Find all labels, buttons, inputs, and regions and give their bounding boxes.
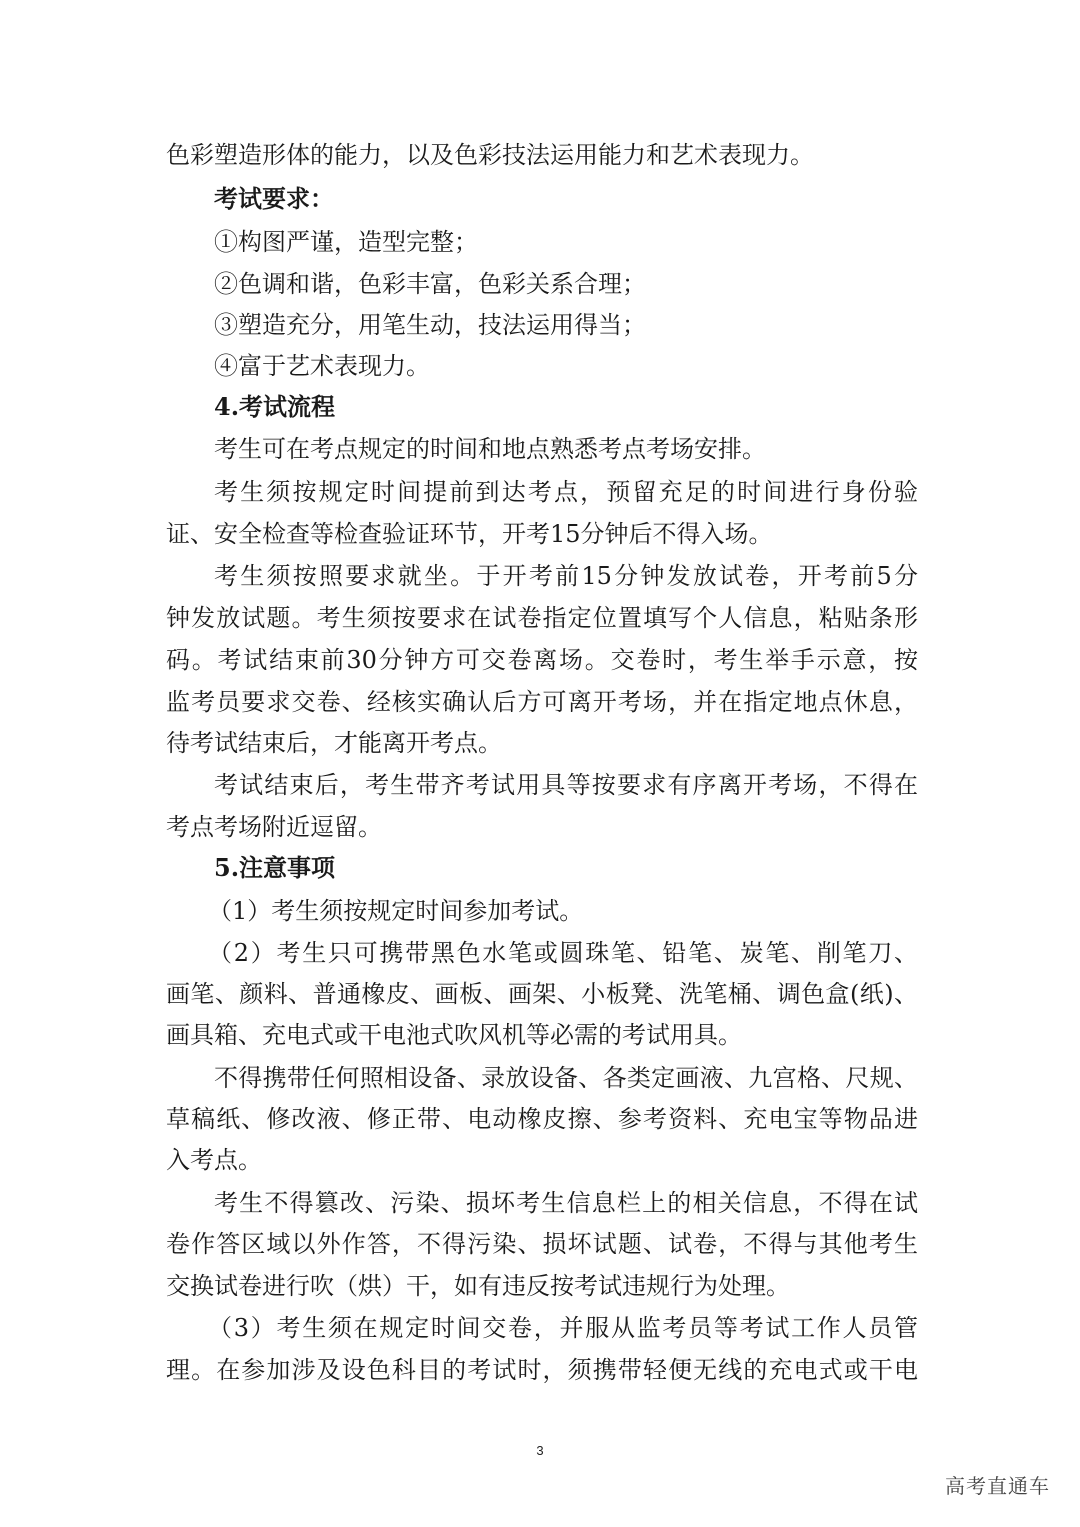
body-line: 码。考试结束前30分钟方可交卷离场。交卷时，考生举手示意，按: [166, 646, 918, 674]
list-item: ①构图严谨，造型完整；: [214, 228, 478, 256]
body-line: 交换试卷进行吹（烘）干，如有违反按考试违规行为处理。: [166, 1272, 790, 1300]
body-line: （3）考生须在规定时间交卷，并服从监考员等考试工作人员管: [208, 1314, 918, 1342]
body-line: 卷作答区域以外作答，不得污染、损坏试题、试卷，不得与其他考生: [166, 1230, 918, 1258]
body-line: 监考员要求交卷、经核实确认后方可离开考场，并在指定地点休息，: [166, 688, 918, 716]
body-line: 草稿纸、修改液、修正带、电动橡皮擦、参考资料、充电宝等物品进: [166, 1105, 918, 1133]
section-heading-exam-process: 4.考试流程: [214, 392, 336, 421]
body-line: 考生须按规定时间提前到达考点，预留充足的时间进行身份验: [214, 478, 918, 506]
body-line: 待考试结束后，才能离开考点。: [166, 729, 502, 757]
body-line: 画具箱、充电式或干电池式吹风机等必需的考试用具。: [166, 1021, 742, 1049]
body-line: 证、安全检查等检查验证环节，开考15分钟后不得入场。: [166, 520, 773, 548]
source-watermark: 高考直通车: [945, 1474, 1050, 1498]
subheading-exam-requirements: 考试要求：: [214, 184, 334, 213]
body-line: 画笔、颜料、普通橡皮、画板、画架、小板凳、洗笔桶、调色盒(纸)、: [166, 980, 918, 1008]
body-line: 入考点。: [166, 1146, 262, 1174]
body-line: 色彩塑造形体的能力，以及色彩技法运用能力和艺术表现力。: [166, 141, 814, 169]
body-line: 不得携带任何照相设备、录放设备、各类定画液、九宫格、尺规、: [214, 1064, 918, 1092]
body-line: 理。在参加涉及设色科目的考试时，须携带轻便无线的充电式或干电: [166, 1356, 918, 1384]
body-line: （2）考生只可携带黑色水笔或圆珠笔、铅笔、炭笔、削笔刀、: [208, 939, 918, 967]
section-heading-notes: 5.注意事项: [214, 853, 336, 882]
body-line: 钟发放试题。考生须按要求在试卷指定位置填写个人信息，粘贴条形: [166, 604, 918, 632]
list-item: ③塑造充分，用笔生动，技法运用得当；: [214, 311, 646, 339]
list-item: ②色调和谐，色彩丰富，色彩关系合理；: [214, 270, 646, 298]
body-line: 考生不得篡改、污染、损坏考生信息栏上的相关信息，不得在试: [214, 1189, 918, 1217]
body-line: 考生可在考点规定的时间和地点熟悉考点考场安排。: [214, 435, 766, 463]
list-item: ④富于艺术表现力。: [214, 352, 430, 380]
body-line: 考点考场附近逗留。: [166, 813, 382, 841]
body-line: 考生须按照要求就坐。于开考前15分钟发放试卷，开考前5分: [214, 562, 918, 590]
body-line: （1）考生须按规定时间参加考试。: [208, 897, 584, 925]
body-line: 考试结束后，考生带齐考试用具等按要求有序离开考场，不得在: [214, 771, 918, 799]
page-number: 3: [536, 1443, 544, 1458]
